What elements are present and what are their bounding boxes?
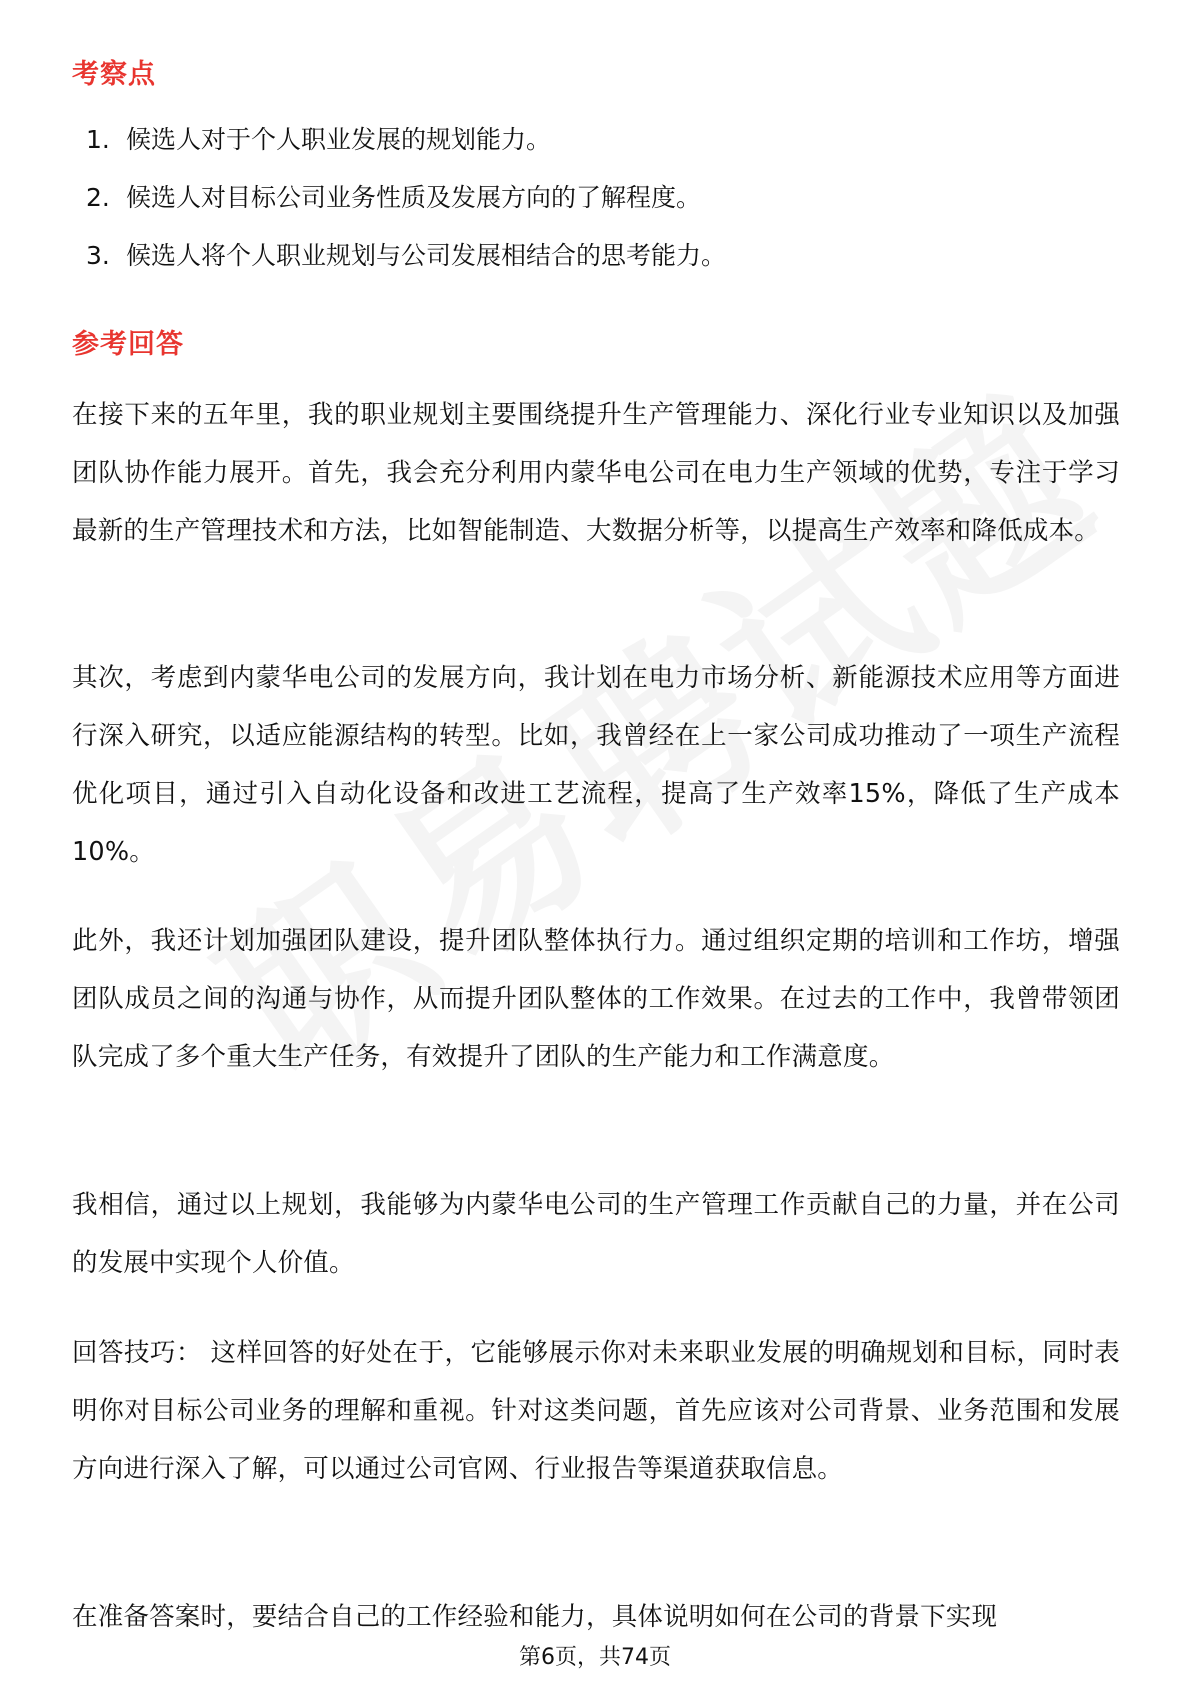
section-heading-answer: 参考回答 [72,329,184,360]
answer-paragraph: 在准备答案时，要结合自己的工作经验和能力，具体说明如何在公司的背景下实现 [72,1602,998,1632]
list-number: 3. [86,241,110,270]
list-item [86,124,726,182]
page-number: 第6页，共74页 [519,1645,671,1670]
list-item-text: 候选人将个人职业规划与公司发展相结合的思考能力。 [126,241,727,270]
list-item-text: 候选人对于个人职业发展的规划能力。 [126,125,552,154]
answer-paragraph: 我相信，通过以上规划，我能够为内蒙华电公司的生产管理工作贡献自己的力量，并在公司的发展中实现个人价值。 [72,1190,1120,1278]
list-item-text: 候选人对目标公司业务性质及发展方向的了解程度。 [126,183,702,212]
list-item [86,182,726,240]
list-item [86,240,726,298]
section-heading-points: 考察点 [72,59,156,90]
answer-paragraph: 在接下来的五年里，我的职业规划主要围绕提升生产管理能力、深化行业专业知识以及加强团队协作能力展开。首先，我会充分利用内蒙华电公司在电力生产领域的优势，专注于学习最新的生产管理技术和方法，比如智能制造、大数据分析等，以提高生产效率和降低成本。 [72,400,1120,546]
answer-paragraph: 此外，我还计划加强团队建设，提升团队整体执行力。通过组织定期的培训和工作坊，增强团队成员之间的沟通与协作，从而提升团队整体的工作效果。在过去的工作中，我曾带领团队完成了多个重大生产任务，有效提升了团队的生产能力和工作满意度。 [72,926,1120,1072]
list-number: 2. [86,183,110,212]
answer-paragraph: 其次，考虑到内蒙华电公司的发展方向，我计划在电力市场分析、新能源技术应用等方面进行深入研究，以适应能源结构的转型。比如，我曾经在上一家公司成功推动了一项生产流程优化项目，通过引入自动化设备和改进工艺流程，提高了生产效率15%，降低了生产成本10%。 [72,663,1120,867]
list-number: 1. [86,125,110,154]
points-list [86,124,726,298]
tips-paragraph: 回答技巧： 这样回答的好处在于，它能够展示你对未来职业发展的明确规划和目标，同时表明你对目标公司业务的理解和重视。针对这类问题，首先应该对公司背景、业务范围和发展方向进行深入了解，可以通过公司官网、行业报告等渠道获取信息。 [72,1338,1120,1484]
